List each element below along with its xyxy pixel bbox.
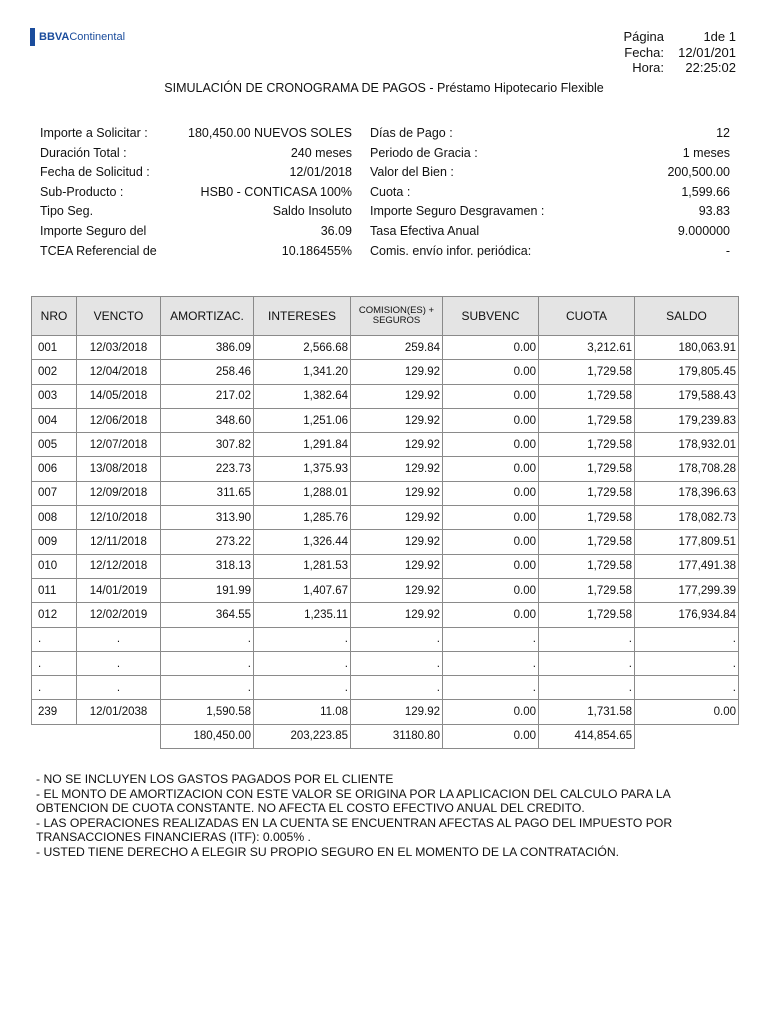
info-right-value: 12 (716, 126, 730, 140)
table-cell: 0.00 (443, 457, 539, 481)
column-header: AMORTIZAC. (161, 297, 254, 336)
info-right-label: Días de Pago : (370, 126, 453, 140)
table-cell: 1,731.58 (539, 700, 635, 724)
table-cell: 311.65 (161, 481, 254, 505)
totals-spacer (32, 724, 77, 748)
table-cell: 12/02/2019 (77, 603, 161, 627)
table-cell: 1,407.67 (254, 578, 351, 602)
info-left-value: 10.186455% (281, 243, 352, 258)
totals-spacer (77, 724, 161, 748)
info-row (40, 224, 730, 244)
column-header: COMISION(ES) + SEGUROS (351, 297, 443, 336)
table-cell: 176,934.84 (635, 603, 739, 627)
table-cell: 1,375.93 (254, 457, 351, 481)
info-row (40, 185, 730, 205)
table-cell: 129.92 (351, 578, 443, 602)
table-row (32, 530, 739, 554)
bank-logo (30, 28, 125, 46)
info-row (40, 126, 730, 146)
table-cell: 348.60 (161, 408, 254, 432)
table-cell: . (32, 676, 77, 700)
total-cell: 0.00 (443, 724, 539, 748)
info-row (40, 244, 730, 264)
table-cell: 1,729.58 (539, 506, 635, 530)
info-row (40, 146, 730, 166)
table-cell: 1,729.58 (539, 360, 635, 384)
notes (36, 772, 736, 859)
table-cell: 0.00 (443, 700, 539, 724)
date-label: Fecha: (624, 44, 664, 60)
table-cell: 0.00 (443, 578, 539, 602)
table-cell: . (539, 651, 635, 675)
total-cell: 31180.80 (351, 724, 443, 748)
loan-summary (40, 126, 730, 263)
table-cell: 129.92 (351, 506, 443, 530)
table-cell: . (539, 676, 635, 700)
table-cell: 0.00 (635, 700, 739, 724)
table-cell: . (161, 651, 254, 675)
totals-spacer (635, 724, 739, 748)
table-cell: 129.92 (351, 408, 443, 432)
table-cell: 0.00 (443, 384, 539, 408)
table-cell: . (77, 676, 161, 700)
table-cell: . (443, 627, 539, 651)
table-cell: 11.08 (254, 700, 351, 724)
table-cell: 364.55 (161, 603, 254, 627)
table-cell: 1,285.76 (254, 506, 351, 530)
page-label: Página (623, 29, 664, 44)
table-cell: 011 (32, 578, 77, 602)
table-row (32, 457, 739, 481)
table-cell: 129.92 (351, 360, 443, 384)
table-cell: 1,341.20 (254, 360, 351, 384)
info-right-label: Importe Seguro Desgravamen : (370, 204, 545, 219)
table-cell: 14/01/2019 (77, 578, 161, 602)
table-cell: 012 (32, 603, 77, 627)
table-cell: 0.00 (443, 506, 539, 530)
table-cell: 129.92 (351, 530, 443, 554)
table-cell: 14/05/2018 (77, 384, 161, 408)
table-cell: 0.00 (443, 554, 539, 578)
info-left-value: 12/01/2018 (289, 165, 352, 180)
table-cell: 318.13 (161, 554, 254, 578)
table-cell: 1,729.58 (539, 578, 635, 602)
table-cell: 12/10/2018 (77, 506, 161, 530)
table-cell: 3,212.61 (539, 336, 635, 360)
table-cell: . (254, 627, 351, 651)
total-cell: 180,450.00 (161, 724, 254, 748)
table-cell: 129.92 (351, 384, 443, 408)
table-cell: . (32, 651, 77, 675)
total-cell: 414,854.65 (539, 724, 635, 748)
table-row (32, 554, 739, 578)
table-cell: 258.46 (161, 360, 254, 384)
table-cell: 12/06/2018 (77, 408, 161, 432)
table-cell: 129.92 (351, 603, 443, 627)
date-value: 12/01/201 (678, 44, 736, 60)
table-cell: 12/11/2018 (77, 530, 161, 554)
table-cell: 129.92 (351, 554, 443, 578)
table-cell: 239 (32, 700, 77, 724)
table-header-row (32, 297, 739, 336)
table-cell: . (77, 651, 161, 675)
table-cell: 2,566.68 (254, 336, 351, 360)
info-left-value: 180,450.00 NUEVOS SOLES (188, 126, 352, 140)
table-cell: 005 (32, 433, 77, 457)
table-cell: 0.00 (443, 408, 539, 432)
table-cell: 1,729.58 (539, 554, 635, 578)
info-left-label: Importe Seguro del (40, 223, 147, 238)
table-cell: 0.00 (443, 336, 539, 360)
info-left-label: Tipo Seg. (40, 204, 94, 219)
info-right-label: Comis. envío infor. periódica: (370, 243, 532, 258)
table-cell: 001 (32, 336, 77, 360)
table-cell: 0.00 (443, 530, 539, 554)
table-cell: 007 (32, 481, 77, 505)
note-line: - NO SE INCLUYEN LOS GASTOS PAGADOS POR EL CLIENTE (36, 772, 394, 786)
info-right-value: 200,500.00 (667, 165, 730, 180)
table-cell: 1,291.84 (254, 433, 351, 457)
info-row (40, 165, 730, 185)
info-left-label: TCEA Referencial de (40, 243, 157, 258)
info-right-value: 1 meses (682, 145, 730, 160)
table-cell: 12/09/2018 (77, 481, 161, 505)
info-left-value: Saldo Insoluto (272, 204, 352, 219)
table-cell: . (351, 651, 443, 675)
info-right-label: Periodo de Gracia : (370, 145, 478, 160)
table-cell: . (539, 627, 635, 651)
info-row (40, 204, 730, 224)
table-cell: 1,729.58 (539, 384, 635, 408)
table-row (32, 384, 739, 408)
table-cell: 0.00 (443, 481, 539, 505)
table-cell: . (254, 676, 351, 700)
table-row (32, 651, 739, 675)
totals-row (32, 724, 739, 748)
info-left-label: Duración Total : (40, 145, 127, 160)
info-right-label: Cuota : (370, 184, 411, 199)
table-cell: 223.73 (161, 457, 254, 481)
time-label: Hora: (632, 60, 664, 75)
table-cell: 179,588.43 (635, 384, 739, 408)
table-cell: 1,281.53 (254, 554, 351, 578)
column-header: NRO (32, 297, 77, 336)
table-cell: . (635, 676, 739, 700)
table-cell: . (351, 676, 443, 700)
table-cell: . (254, 651, 351, 675)
document-meta (604, 29, 736, 76)
column-header: SALDO (635, 297, 739, 336)
table-cell: 0.00 (443, 360, 539, 384)
table-cell: 259.84 (351, 336, 443, 360)
table-cell: 009 (32, 530, 77, 554)
table-cell: 178,708.28 (635, 457, 739, 481)
table-cell: 002 (32, 360, 77, 384)
table-cell: . (32, 627, 77, 651)
table-row (32, 360, 739, 384)
info-right-value: 93.83 (698, 204, 730, 219)
table-cell: 217.02 (161, 384, 254, 408)
info-left-value: 36.09 (320, 223, 352, 238)
info-right-label: Valor del Bien : (370, 165, 454, 180)
table-cell: 1,729.58 (539, 603, 635, 627)
info-left-value: HSB0 - CONTICASA 100% (200, 184, 352, 199)
table-cell: 1,729.58 (539, 433, 635, 457)
table-row (32, 481, 739, 505)
table-cell: 386.09 (161, 336, 254, 360)
table-cell: 1,235.11 (254, 603, 351, 627)
info-right-value: 9.000000 (677, 223, 730, 238)
table-cell: 129.92 (351, 433, 443, 457)
table-cell: 1,729.58 (539, 530, 635, 554)
table-cell: 178,932.01 (635, 433, 739, 457)
table-cell: . (635, 651, 739, 675)
table-cell: 008 (32, 506, 77, 530)
table-cell: 1,729.58 (539, 408, 635, 432)
table-cell: 12/01/2038 (77, 700, 161, 724)
table-cell: 12/07/2018 (77, 433, 161, 457)
table-row (32, 700, 739, 724)
table-cell: . (635, 627, 739, 651)
table-cell: 180,063.91 (635, 336, 739, 360)
document-title: SIMULACIÓN DE CRONOGRAMA DE PAGOS - Préstamo Hipotecario Flexible (164, 81, 604, 95)
table-cell: 177,491.38 (635, 554, 739, 578)
table-row (32, 578, 739, 602)
table-cell: 178,396.63 (635, 481, 739, 505)
table-cell: . (161, 676, 254, 700)
table-cell: 273.22 (161, 530, 254, 554)
table-cell: 12/03/2018 (77, 336, 161, 360)
table-cell: 1,382.64 (254, 384, 351, 408)
table-cell: 178,082.73 (635, 506, 739, 530)
column-header: CUOTA (539, 297, 635, 336)
table-cell: 313.90 (161, 506, 254, 530)
info-left-value: 240 meses (290, 145, 352, 160)
page-value: 1de 1 (703, 29, 736, 44)
column-header: SUBVENC (443, 297, 539, 336)
table-cell: 003 (32, 384, 77, 408)
table-row (32, 336, 739, 360)
table-row (32, 627, 739, 651)
table-cell: 1,729.58 (539, 457, 635, 481)
note-line: - LAS OPERACIONES REALIZADAS EN LA CUENTA SE ENCUENTRAN AFECTAS AL PAGO DEL IMPUESTO POR TRANSACCIONES FINANCIERAS (ITF): 0.005% . (36, 815, 673, 844)
table-cell: 1,251.06 (254, 408, 351, 432)
table-cell: 1,590.58 (161, 700, 254, 724)
table-cell: 0.00 (443, 603, 539, 627)
table-cell: . (443, 651, 539, 675)
table-cell: 129.92 (351, 481, 443, 505)
info-left-label: Fecha de Solicitud : (40, 165, 150, 180)
column-header: VENCTO (77, 297, 161, 336)
table-cell: 177,809.51 (635, 530, 739, 554)
table-row (32, 676, 739, 700)
table-cell: 177,299.39 (635, 578, 739, 602)
table-cell: . (161, 627, 254, 651)
column-header: INTERESES (254, 297, 351, 336)
total-cell: 203,223.85 (254, 724, 351, 748)
info-right-value: - (725, 243, 730, 258)
info-right-label: Tasa Efectiva Anual (370, 223, 480, 238)
table-cell: 1,288.01 (254, 481, 351, 505)
logo-mark-icon (30, 28, 35, 46)
info-left-label: Sub-Producto : (40, 184, 124, 199)
table-cell: 1,729.58 (539, 481, 635, 505)
table-row (32, 408, 739, 432)
table-cell: 307.82 (161, 433, 254, 457)
info-left-label: Importe a Solicitar : (40, 126, 148, 140)
table-cell: 179,805.45 (635, 360, 739, 384)
logo-text: BBVAContinental (39, 31, 126, 43)
table-cell: 13/08/2018 (77, 457, 161, 481)
note-line: - EL MONTO DE AMORTIZACION CON ESTE VALOR SE ORIGINA POR LA APLICACION DEL CALCULO PARA LA OBTENCION DE CUOTA CONSTANTE. NO AFECTA EL COSTO EFECTIVO ANUAL DEL CREDITO. (36, 786, 671, 815)
table-cell: 179,239.83 (635, 408, 739, 432)
table-cell: 129.92 (351, 457, 443, 481)
info-right-value: 1,599.66 (681, 184, 730, 199)
table-cell: 1,326.44 (254, 530, 351, 554)
table-cell: 006 (32, 457, 77, 481)
table-cell: . (443, 676, 539, 700)
table-cell: 004 (32, 408, 77, 432)
table-cell: 191.99 (161, 578, 254, 602)
table-cell: 129.92 (351, 700, 443, 724)
table-cell: 12/12/2018 (77, 554, 161, 578)
table-row (32, 433, 739, 457)
table-cell: 0.00 (443, 433, 539, 457)
note-line: - USTED TIENE DERECHO A ELEGIR SU PROPIO SEGURO EN EL MOMENTO DE LA CONTRATACIÓN. (36, 844, 620, 859)
table-cell: . (351, 627, 443, 651)
table-row (32, 506, 739, 530)
table-cell: 010 (32, 554, 77, 578)
time-value: 22:25:02 (685, 60, 736, 75)
payment-schedule-table (31, 296, 739, 749)
table-cell: 12/04/2018 (77, 360, 161, 384)
table-row (32, 603, 739, 627)
table-cell: . (77, 627, 161, 651)
